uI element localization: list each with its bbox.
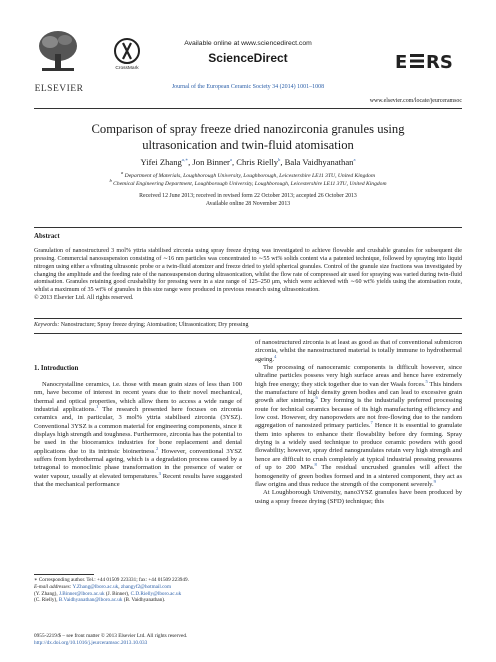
author-name[interactable]: Jon Binner <box>192 157 230 167</box>
email-link[interactable]: C.D.Rielly@lboro.ac.uk <box>130 590 182 597</box>
journal-citation[interactable]: Journal of the European Ceramic Society 34 (2014) 1001–1008 <box>171 84 325 90</box>
affiliation-b: $^b$ Chemical Engineering Department, Loughborough University, Loughborough, Leicestershire LE11 3TU, United Kingdom <box>109 178 387 187</box>
title-line-2: ultrasonication and twin-fluid atomisation <box>142 137 354 152</box>
intro-paragraph: At Loughborough University, nano3YSZ granules have been produced by using a spray freeze drying (SFD) technique; this <box>255 489 462 505</box>
abstract-top-rule <box>34 227 462 228</box>
email-link[interactable]: J.Binner@lboro.ac.uk <box>58 590 105 597</box>
author-affiliation[interactable]: b <box>278 157 281 163</box>
intro-paragraph: of nanostructured zirconia is at least as good as that of conventional submicron zirconia, whilst the nanostructured material is totally immune to hydrothermal ageing.$^4$ <box>255 339 462 363</box>
author-name[interactable]: Yifei Zhang <box>140 157 182 167</box>
crossmark-logo[interactable] <box>114 38 140 64</box>
journal-homepage[interactable]: www.elsevier.com/locate/jeurceramsoc <box>369 98 462 104</box>
issn: 0955-2219/$ – see front matter © 2013 Elsevier Ltd. All rights reserved. <box>34 633 188 639</box>
sciencedirect-logo[interactable]: ScienceDirect <box>208 51 288 65</box>
doi-link[interactable]: http://dx.doi.org/10.1016/j.jeurceramsoc.2013.10.033 <box>34 640 148 646</box>
email-link[interactable]: B.Vaidhyanathan@lboro.ac.uk <box>58 597 123 604</box>
keywords: Keywords: Nanostructure; Spray freeze drying; Atomisation; Ultrasonication; Dry pressing <box>34 322 249 328</box>
available-online: Available online at www.sciencedirect.com <box>184 40 312 47</box>
abstract-bottom-rule <box>34 318 462 319</box>
intro-paragraph: Nanocrystalline ceramics, i.e. those with mean grain sizes of less than 100 nm, have become of interest in recent years due to their novel mechanical, thermal and optical properties, which allow them to access a wide range of industrial applications.$^1$ The research presented here focuses on zirconia ceramics and, in particular, 3 mol% yttria stabilised zirconia (3YSZ). Conventional 3YSZ is a common material for engineering components, since it displays high strength and toughness. Furthermore, zirconia has the potential to be used in the bioceramics industries for bone replacement and dental applications due to its intrinsic bioinertness.$^2$ However, conventional 3YSZ suffers from hydrothermal ageing, which is a degradation process caused by a tetragonal to monoclinic phase transformation in the presence of water or water vapour, usually at elevated temperatures.$^3$ Recent results have suggested that the mechanical performance <box>34 381 243 489</box>
publisher-name: ELSEVIER <box>34 84 84 94</box>
abstract-text: Granulation of nanostructured 3 mol% yttria stabilised zirconia using spray freeze drying was investigated to achieve flowable and crushable granules for subsequent die pressing. Commercial nanosuspension consisting of ∼16 nm particles was concentrated to ∼55 wt% solids content via a patented technique, followed by spraying into liquid nitrogen using either a vibrating ultrasonic probe or a twin-fluid atomizer and freeze dried to yield spherical granules. Control of the granule size fractions was investigated by changing the amplitude and the feeding rate of the nanosuspension during ultrasonication, whilst the flow rate of compressed air used for spraying was varied during twin-fluid atomisation. Granules retaining good crushability for pressing were in a size range of 125–250 μm, which were achieved with ∼60 wt% yields using the atomisation route, whilst a maximum of 35 wt% of granules in this size range were produced in previous research using ultrasonication. © 2013 Elsevier Ltd. All rights reserved. <box>34 248 462 302</box>
front-matter <box>34 633 274 647</box>
author-name[interactable]: Bala Vaidhyanathan <box>284 157 354 167</box>
author-list: Yifei Zhang$^{a,∗}$, Jon Binner$^a$, Chris Rielly$^b$, Bala Vaidhyanathan$^a$ <box>140 157 356 167</box>
email-link[interactable]: Y.Zhang@lboro.ac.uk <box>72 583 119 590</box>
affiliations <box>34 172 462 188</box>
available-date: Available online 28 November 2013 <box>205 200 291 207</box>
title-line-1: Comparison of spray freeze dried nanozirconia granules using <box>91 122 405 136</box>
received-dates: Received 12 June 2013; received in revised form 22 October 2013; accepted 26 October 2013 <box>139 193 357 199</box>
svg-text:E: E <box>395 52 408 72</box>
intro-right-column <box>255 339 462 506</box>
header-rule <box>34 108 462 109</box>
footnote: ∗ Corresponding author. Tel.: +44 01509 223331; fax: +44 01509 223949. E-mail addresses: Y.Zhang@lboro.ac.uk, zhangyf2@hotmail.com (Y. Zhang), J.Binner@lboro.ac.uk (J. Binner), C.D.Rielly@lboro.ac.uk (C. Rielly), B.Vaidhyanathan@lboro.ac.uk (B. Vaidhyanathan). <box>34 577 189 604</box>
intro-left-column <box>34 381 242 489</box>
abstract-heading: Abstract <box>34 233 60 240</box>
article-title <box>34 122 462 153</box>
crossmark-label: CrossMark <box>115 66 139 71</box>
section-heading-introduction: 1. Introduction <box>34 365 79 372</box>
crossmark-icon <box>114 38 140 64</box>
author-affiliation[interactable]: a <box>353 157 356 163</box>
keywords-rule <box>34 333 462 334</box>
intro-paragraph: The processing of nanoceramic components is difficult however, since ultrafine particles possess very high surface areas and hence have extremely high free energy; they stick together due to van der Waals forces.$^5$ This hinders the manufacture of high density green bodies and can lead to excessive grain growth after sintering.$^6$ Dry forming is the industrially preferred processing route for technical ceramics because of its high manufacturing efficiency and low cost. However, dry nanopowders are not free-flowing due to the random aggregation of nanosized primary particles.$^7$ Hence it is essential to granulate them into spheres to enhance their flowability before dry forming. Spray drying is a widely used technique to produce ceramic powders with good flowability; however, spray dried nanogranulates retain very high strength and hence are difficult to crush completely at typical industrial pressing pressures of up to 200 MPa.$^8$ The residual uncrushed granules will affect the homogeneity of green bodies formed and in a sintered component, they act as flaw origins and thus reduce the strength of the component severely.$^9$ <box>255 364 463 488</box>
article-dates <box>34 193 462 209</box>
ecrs-logo-icon <box>394 50 466 72</box>
copyright: © 2013 Elsevier Ltd. All rights reserved. <box>34 295 134 302</box>
affiliation-a: $^a$ Department of Materials, Loughborough University, Loughborough, Leicestershire LE11 3TU, United Kingdom <box>120 170 376 179</box>
email-link[interactable]: zhangyf2@hotmail.com <box>120 583 172 590</box>
footnote-rule <box>34 574 94 575</box>
svg-text:RS: RS <box>426 52 453 72</box>
journal-logo <box>394 50 466 72</box>
elsevier-logo <box>34 26 82 82</box>
author-affiliation[interactable]: a,∗ <box>181 157 189 163</box>
author-name[interactable]: Chris Rielly <box>236 157 279 167</box>
elsevier-tree-icon <box>34 26 82 82</box>
author-affiliation[interactable]: a <box>229 157 232 163</box>
